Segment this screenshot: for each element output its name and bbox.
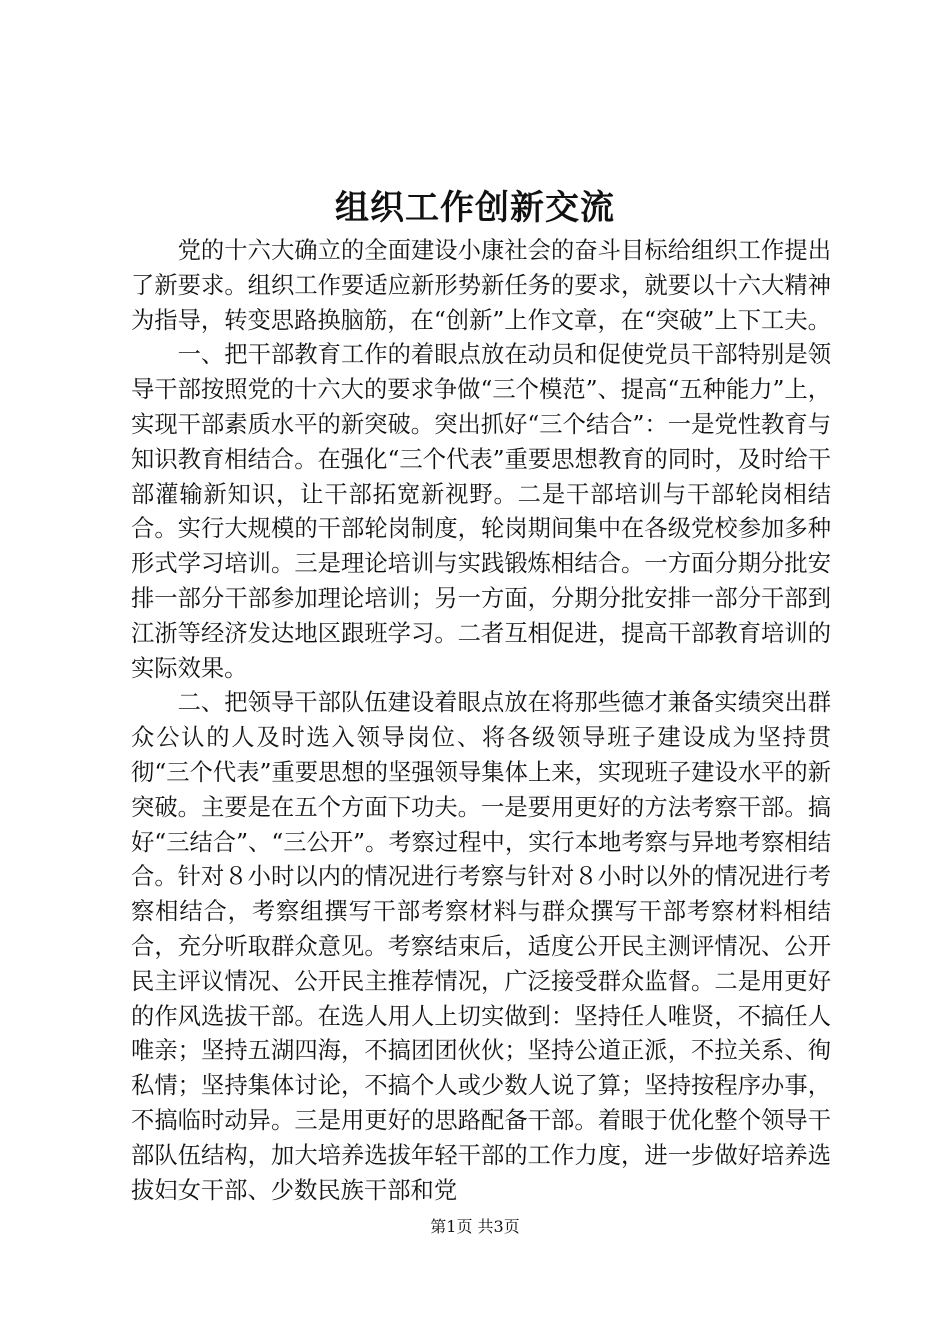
page-footer — [0, 1216, 950, 1238]
page-indicator: 第1页 共3页 — [430, 1217, 520, 1236]
paragraph-section-1: 一、把干部教育工作的着眼点放在动员和促使党员干部特别是领导干部按照党的十六大的要求争做“三个模范”、提高“五种能力”上，实现干部素质水平的新突破。突出抓好“三个结合”：一是党性教育与知识教育相结合。在强化“三个代表”重要思想教育的同时，及时给干部灌输新知识，让干部拓宽新视野。二是干部培训与干部轮岗相结合。实行大规模的干部轮岗制度，轮岗期间集中在各级党校参加多种形式学习培训。三是理论培训与实践锻炼相结合。一方面分期分批安排一部分干部参加理论培训；另一方面，分期分批安排一部分干部到江浙等经济发达地区跟班学习。二者互相促进，提高干部教育培训的实际效果。 — [131, 341, 831, 682]
paragraph-intro: 党的十六大确立的全面建设小康社会的奋斗目标给组织工作提出了新要求。组织工作要适应新形势新任务的要求，就要以十六大精神为指导，转变思路换脑筋，在“创新”上作文章，在“突破”上下工夫。 — [131, 237, 831, 334]
document-body — [131, 234, 831, 1208]
page-title: 组织工作创新交流 — [335, 188, 615, 228]
paragraph-section-2: 二、把领导干部队伍建设着眼点放在将那些德才兼备实绩突出群众公认的人及时选入领导岗位、将各级领导班子建设成为坚持贯彻“三个代表”重要思想的坚强领导集体上来，实现班子建设水平的新突破。主要是在五个方面下功夫。一是要用更好的方法考察干部。搞好“三结合”、“三公开”。考察过程中，实行本地考察与异地考察相结合。针对８小时以内的情况进行考察与针对８小时以外的情况进行考察相结合，考察组撰写干部考察材料与群众撰写干部考察材料相结合，充分听取群众意见。考察结束后，适度公开民主测评情况、公开民主评议情况、公开民主推荐情况，广泛接受群众监督。二是用更好的作风选拔干部。在选人用人上切实做到：坚持任人唯贤，不搞任人唯亲；坚持五湖四海，不搞团团伙伙；坚持公道正派，不拉关系、徇私情；坚持集体讨论，不搞个人或少数人说了算；坚持按程序办事，不搞临时动异。三是用更好的思路配备干部。着眼于优化整个领导干部队伍结构，加大培养选拔年轻干部的工作力度，进一步做好培养选拔妇女干部、少数民族干部和党 — [131, 689, 831, 1204]
